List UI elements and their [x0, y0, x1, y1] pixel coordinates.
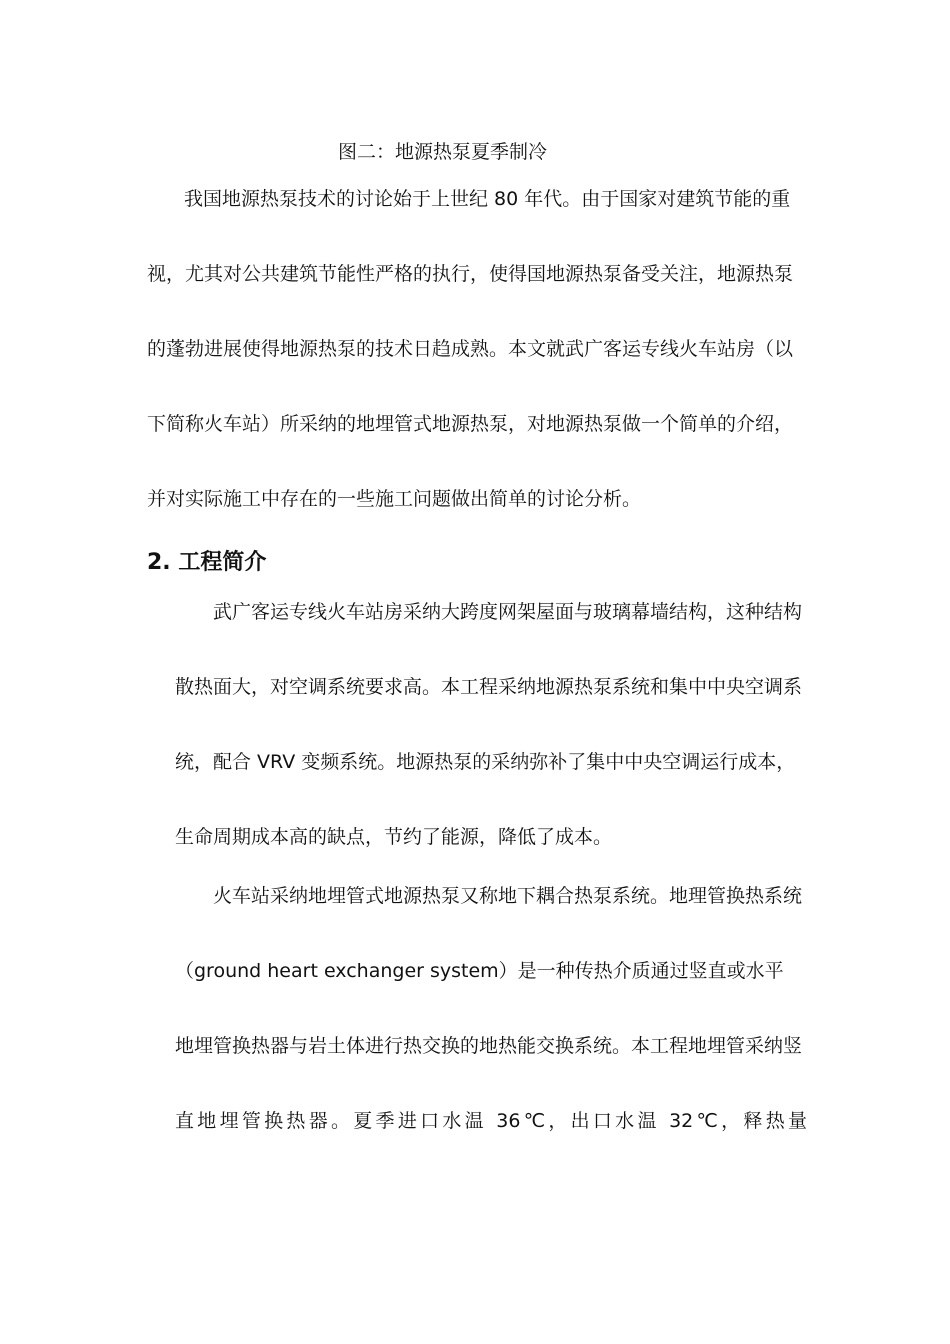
- section-heading: 2. 工程简介: [147, 550, 267, 575]
- paragraph-line: 直地埋管换热器。夏季进口水温 36℃，出口水温 32℃，释热量: [175, 1110, 807, 1132]
- paragraph-line: 武广客运专线火车站房采纳大跨度网架屋面与玻璃幕墙结构，这种结构: [213, 601, 803, 623]
- paragraph-line: 火车站采纳地埋管式地源热泵又称地下耦合热泵系统。地理管换热系统: [213, 885, 803, 907]
- figure-caption: 图二：地源热泵夏季制冷: [338, 141, 548, 163]
- paragraph-line: 生命周期成本高的缺点，节约了能源，降低了成本。: [175, 826, 613, 848]
- paragraph-line: （ground heart exchanger system）是一种传热介质通过竖直或水平: [175, 960, 784, 982]
- intro-line: 视，尤其对公共建筑节能性严格的执行，使得国地源热泵备受关注，地源热泵: [147, 263, 794, 285]
- intro-line: 并对实际施工中存在的一些施工问题做出简单的讨论分析。: [147, 488, 642, 510]
- paragraph-line: 散热面大，对空调系统要求高。本工程采纳地源热泵系统和集中中央空调系: [175, 676, 803, 698]
- intro-line: 我国地源热泵技术的讨论始于上世纪 80 年代。由于国家对建筑节能的重: [184, 188, 791, 210]
- paragraph-line: 地埋管换热器与岩土体进行热交换的地热能交换系统。本工程地埋管采纳竖: [175, 1035, 803, 1057]
- intro-line: 下简称火车站）所采纳的地埋管式地源热泵，对地源热泵做一个简单的介绍，: [147, 413, 794, 435]
- intro-line: 的蓬勃进展使得地源热泵的技术日趋成熟。本文就武广客运专线火车站房（以: [147, 338, 794, 360]
- paragraph-line: 统，配合 VRV 变频系统。地源热泵的采纳弥补了集中中央空调运行成本，: [175, 751, 796, 773]
